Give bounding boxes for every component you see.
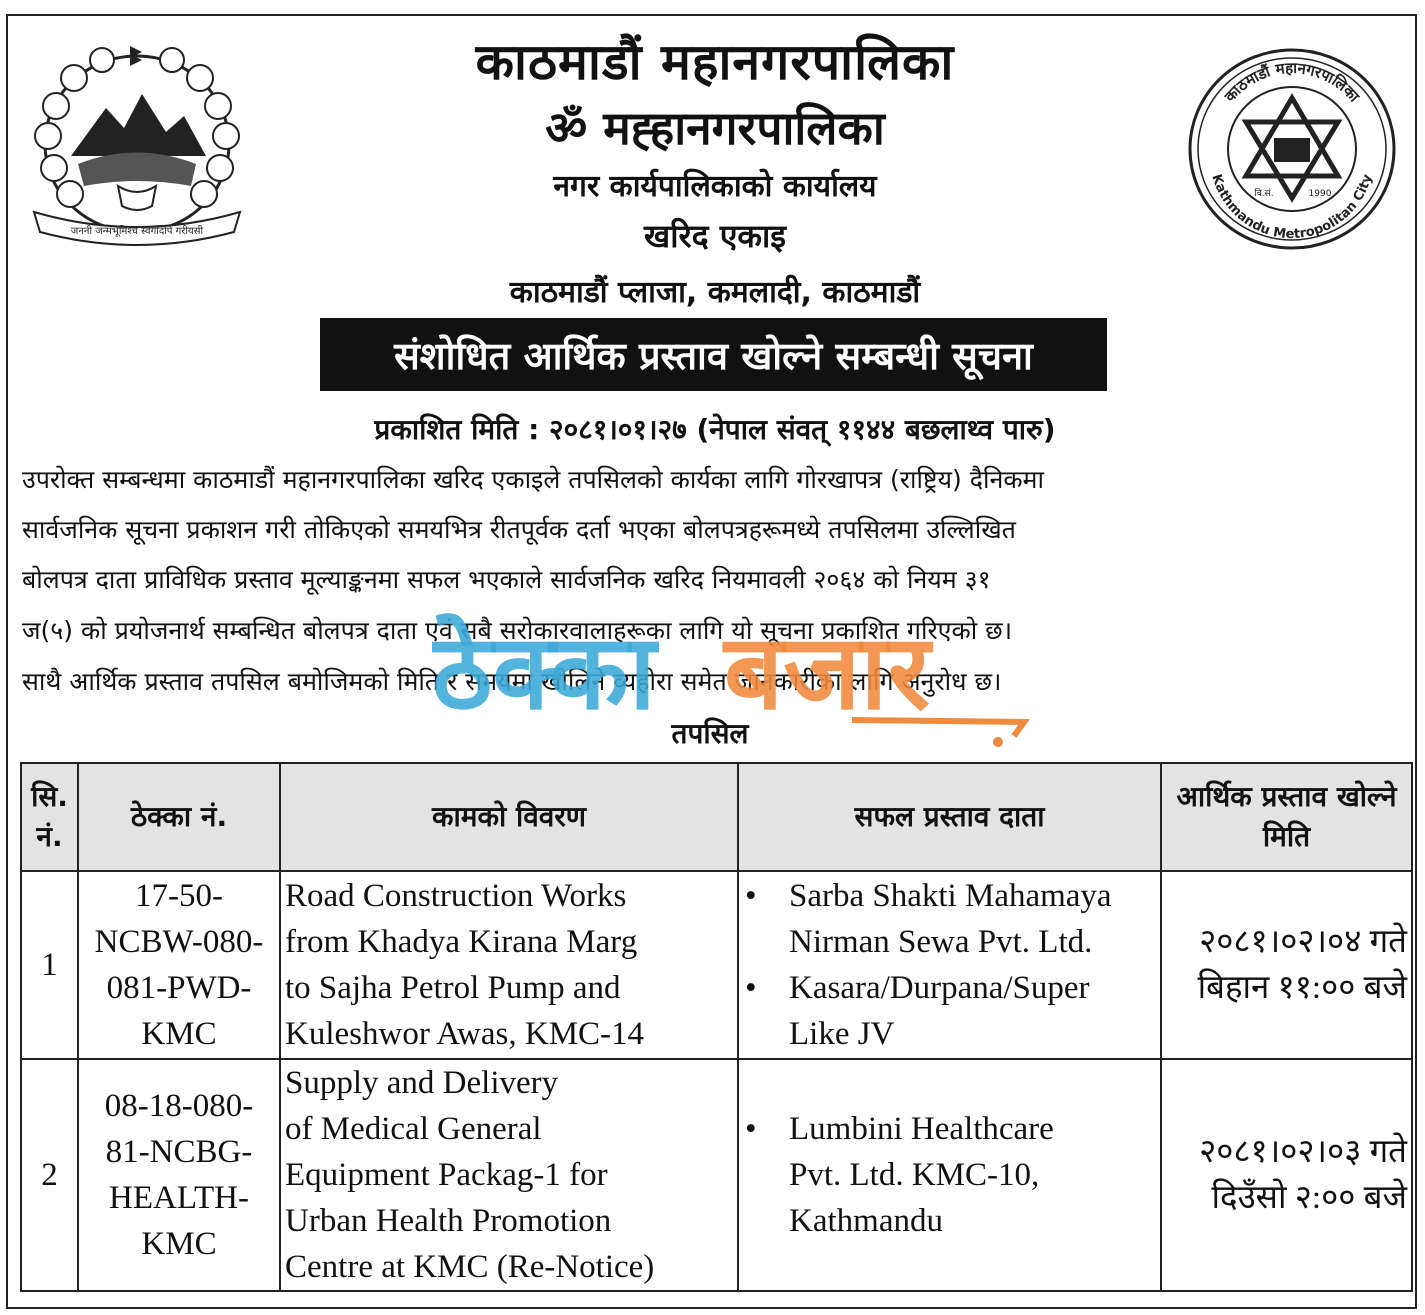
bidder-line: • Sarba Shakti Mahamaya [789,878,1112,914]
body-line-3: बोलपत्र दाता प्राविधिक प्रस्ताव मूल्याङ्कनमा सफल भएकाले सार्वजनिक खरिद नियमावली २०६४ को नियम ३१ [22,565,991,594]
description-line: Centre at KMC (Re-Notice) [285,1249,655,1285]
office-address: काठमाडौं प्लाजा, कमलादी, काठमाडौं [509,275,921,310]
bidder-line: • Lumbini Healthcare [789,1111,1054,1147]
bidder-list [743,1106,1156,1244]
body-line-1: उपरोक्त सम्बन्धमा काठमाडौं महानगरपालिका खरिद एकाइले तपसिलको कार्यका लागि गोरखापत्र (राष्ट्रिय) दैनिकमा [22,465,1044,494]
emblem-motto: जननी जन्मभूमिश्च स्वर्गादपि गरीयसी [70,226,204,237]
seal-text-top: काठमाडौं महानगरपालिका [1220,58,1364,106]
office-name: नगर कार्यपालिकाको कार्यालय [553,169,877,204]
seal-year-right: 1990 [1308,189,1332,199]
bidder-item [789,1106,1156,1244]
contract-no-line: 08-18-080- [104,1088,254,1124]
contract-no-line: 17-50- [135,878,223,914]
contract-no-line: 081-PWD- [106,970,252,1006]
table-row [21,1059,1412,1291]
col-header-contract-no: ठेक्का नं. [78,763,280,871]
seal-year-left: वि.सं. [1254,189,1274,199]
contract-no-line: 81-NCBG- [105,1134,253,1170]
opening-date-line: २०८१।०२।०३ गते [1199,1134,1407,1170]
unit-name: खरिद एकाइ [644,217,786,255]
cell-bidder [738,1059,1161,1291]
bidder-item [789,965,1156,1057]
cell-sn: 1 [21,871,78,1059]
contract-no-line: KMC [141,1226,217,1262]
opening-time-line: दिउँसो २:०० बजे [1211,1180,1407,1216]
description-line: Kuleshwor Awas, KMC-14 [285,1016,645,1052]
table-header-row [21,763,1412,871]
description-line: to Sajha Petrol Pump and [285,970,621,1006]
opening-date-line: २०८१।०२।०४ गते [1199,924,1407,960]
contract-no-line: HEALTH- [109,1180,249,1216]
page-title: काठमाडौं महानगरपालिका [475,33,955,91]
watermark-part1: ठेक्का [432,611,656,733]
description-line: Road Construction Works [285,878,627,914]
tender-table [20,762,1413,1292]
cell-description [280,1059,738,1291]
cell-bidder [738,871,1161,1059]
description-line: from Khadya Kirana Marg [285,924,638,960]
cell-contract-no [78,871,280,1059]
cell-opening-date [1161,871,1412,1059]
bidder-list [743,873,1156,1057]
description-line: Urban Health Promotion [285,1203,612,1239]
bidder-line: • Kasara/Durpana/Super [789,970,1090,1006]
notice-title: संशोधित आर्थिक प्रस्ताव खोल्ने सम्बन्धी सूचना [320,318,1107,391]
cell-opening-date [1161,1059,1412,1291]
body-line-5: साथै आर्थिक प्रस्ताव तपसिल बमोजिमको मिति र समयमा खोलिने व्यहोरा समेत जानकारीका लागि अनुरोध छ। [22,667,1002,696]
watermark-part2: बजार [724,611,931,733]
contract-no-line: NCBW-080- [94,924,264,960]
opening-time-line: बिहान ११:०० बजे [1197,970,1407,1006]
kmc-seal-icon [1186,46,1398,252]
published-date: प्रकाशित मिति : २०८१।०१।२७ (नेपाल संवत् ११४४ बछलाथ्व पारु) [374,413,1056,446]
nepal-emblem-icon [26,36,248,246]
bidder-line: Nirman Sewa Pvt. Ltd. [789,924,1093,960]
description-line: Equipment Packag-1 for [285,1157,608,1193]
description-line: Supply and Delivery [285,1065,559,1101]
table-row [21,871,1412,1059]
col-header-bidder: सफल प्रस्ताव दाता [738,763,1161,871]
body-line-2: सार्वजनिक सूचना प्रकाशन गरी तोकिएको समयभित्र रीतपूर्वक दर्ता भएका बोलपत्रहरूमध्ये तपसिलमा उल्लिखित [22,515,1016,544]
bidder-item [789,873,1156,965]
cell-sn: 2 [21,1059,78,1291]
cell-description [280,871,738,1059]
col-header-sn: सि. नं. [21,763,78,871]
description-line: of Medical General [285,1111,542,1147]
cell-contract-no [78,1059,280,1291]
bidder-line: Pvt. Ltd. KMC-10, [789,1157,1040,1193]
body-line-4: ज(५) को प्रयोजनार्थ सम्बन्धित बोलपत्र दाता एवं सबै सरोकारवालाहरूका लागि यो सूचना प्रकाशित गरिएको छ। [22,616,1013,645]
contract-no-line: KMC [141,1016,217,1052]
seal-text-bottom: Kathmandu Metropolitan City [1208,172,1376,243]
page-title-script: ॐ मह्हानगरपालिका [545,101,885,155]
tapsil-heading: तपसिल [671,717,749,750]
bidder-line: Kathmandu [789,1203,943,1239]
col-header-opening-date: आर्थिक प्रस्ताव खोल्ने मिति [1161,763,1412,871]
col-header-description: कामको विवरण [280,763,738,871]
bidder-line: Like JV [789,1016,895,1052]
